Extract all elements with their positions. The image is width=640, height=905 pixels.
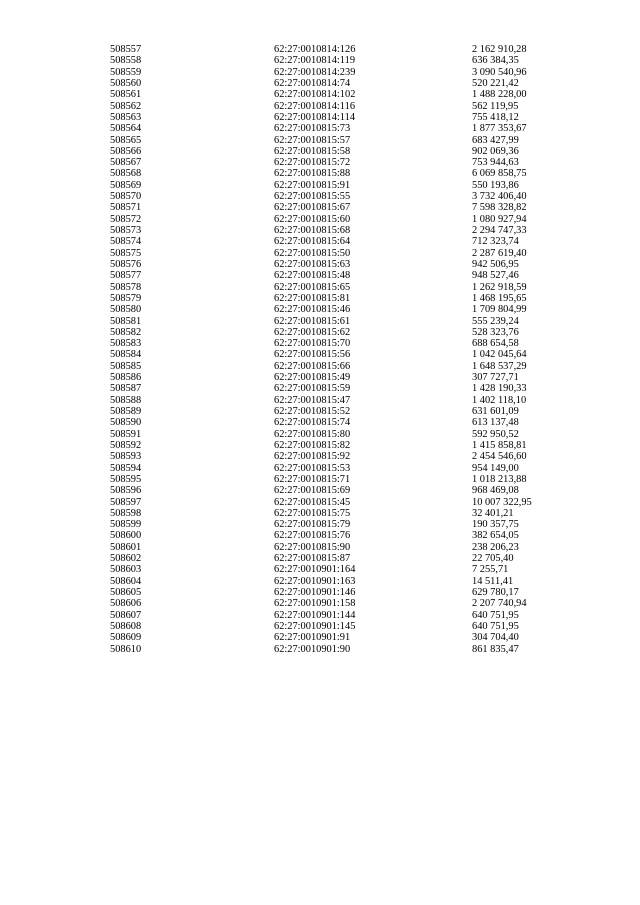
cadastral-number: 62:27:0010815:63 — [274, 258, 351, 270]
cadastral-number: 62:27:0010815:55 — [274, 191, 351, 203]
cadastral-value: 1 402 118,10 — [472, 394, 527, 406]
table-row — [110, 485, 580, 496]
cadastral-value: 2 162 910,28 — [472, 44, 527, 55]
cadastral-number: 62:27:0010815:64 — [274, 236, 351, 248]
cadastral-value: 753 944,63 — [472, 157, 519, 169]
table-row — [110, 304, 580, 315]
table-row — [110, 598, 580, 609]
cadastral-value: 592 950,52 — [472, 428, 519, 440]
table-row — [110, 383, 580, 394]
cadastral-value: 32 401,21 — [472, 507, 514, 519]
cadastral-value: 1 018 213,88 — [472, 473, 527, 485]
table-row — [110, 135, 580, 146]
table-row — [110, 225, 580, 236]
cadastral-value: 640 751,95 — [472, 609, 519, 621]
cadastral-number: 62:27:0010901:90 — [274, 643, 351, 655]
cadastral-number: 62:27:0010814:74 — [274, 77, 351, 89]
table-row — [110, 632, 580, 643]
cadastral-number: 62:27:0010815:73 — [274, 123, 351, 135]
cadastral-number: 62:27:0010815:74 — [274, 417, 351, 429]
cadastral-value: 307 727,71 — [472, 372, 519, 384]
cadastral-value: 3 090 540,96 — [472, 66, 527, 78]
row-number: 508576 — [110, 258, 142, 270]
table-row — [110, 406, 580, 417]
row-number: 508583 — [110, 338, 142, 350]
table-row — [110, 282, 580, 293]
table-row — [110, 372, 580, 383]
row-number: 508584 — [110, 349, 142, 361]
table-row — [110, 553, 580, 564]
row-number: 508574 — [110, 236, 142, 248]
cadastral-value: 1 877 353,67 — [472, 123, 527, 135]
cadastral-number: 62:27:0010901:164 — [274, 564, 356, 576]
cadastral-value: 22 705,40 — [472, 553, 514, 565]
cadastral-number: 62:27:0010815:71 — [274, 473, 351, 485]
row-number: 508601 — [110, 541, 142, 553]
table-row — [110, 497, 580, 508]
table-row — [110, 587, 580, 598]
cadastral-number: 62:27:0010815:49 — [274, 372, 351, 384]
cadastral-number: 62:27:0010815:48 — [274, 270, 351, 282]
table-row — [110, 530, 580, 541]
row-number: 508568 — [110, 168, 142, 180]
row-number: 508561 — [110, 89, 142, 101]
cadastral-number: 62:27:0010815:91 — [274, 179, 351, 191]
row-number: 508589 — [110, 406, 142, 417]
cadastral-value: 1 080 927,94 — [472, 213, 527, 225]
table-row — [110, 429, 580, 440]
row-number: 508580 — [110, 304, 142, 316]
table-row — [110, 451, 580, 462]
cadastral-value: 6 069 858,75 — [472, 168, 527, 180]
cadastral-value: 190 357,75 — [472, 519, 519, 531]
row-number: 508559 — [110, 66, 142, 78]
row-number: 508569 — [110, 179, 142, 191]
table-row — [110, 395, 580, 406]
table-row — [110, 463, 580, 474]
cadastral-number: 62:27:0010815:58 — [274, 145, 351, 157]
data-table — [110, 44, 580, 655]
table-row — [110, 89, 580, 100]
table-row — [110, 214, 580, 225]
table-row — [110, 112, 580, 123]
cadastral-number: 62:27:0010814:114 — [274, 111, 356, 123]
row-number: 508608 — [110, 620, 142, 632]
cadastral-number: 62:27:0010901:163 — [274, 575, 356, 587]
cadastral-number: 62:27:0010814:119 — [274, 55, 356, 67]
cadastral-number: 62:27:0010815:88 — [274, 168, 351, 180]
cadastral-value: 550 193,86 — [472, 179, 519, 191]
table-row — [110, 316, 580, 327]
row-number: 508582 — [110, 326, 142, 338]
cadastral-value: 683 427,99 — [472, 134, 519, 146]
table-row — [110, 180, 580, 191]
table-row — [110, 349, 580, 360]
cadastral-value: 555 239,24 — [472, 315, 519, 327]
cadastral-number: 62:27:0010815:66 — [274, 360, 351, 372]
cadastral-number: 62:27:0010815:87 — [274, 553, 351, 565]
cadastral-number: 62:27:0010815:46 — [274, 304, 351, 316]
table-row — [110, 293, 580, 304]
cadastral-number: 62:27:0010815:53 — [274, 462, 351, 474]
row-number: 508609 — [110, 632, 142, 644]
cadastral-number: 62:27:0010901:145 — [274, 620, 356, 632]
table-row — [110, 576, 580, 587]
row-number: 508573 — [110, 225, 142, 236]
cadastral-number: 62:27:0010815:59 — [274, 383, 351, 395]
cadastral-value: 2 294 747,33 — [472, 225, 527, 236]
row-number: 508598 — [110, 507, 142, 519]
table-row — [110, 474, 580, 485]
table-row — [110, 621, 580, 632]
table-row — [110, 236, 580, 247]
cadastral-value: 1 648 537,29 — [472, 360, 527, 372]
row-number: 508594 — [110, 462, 142, 474]
table-row — [110, 78, 580, 89]
table-row — [110, 417, 580, 428]
table-row — [110, 327, 580, 338]
cadastral-value: 14 511,41 — [472, 575, 514, 587]
cadastral-value: 1 468 195,65 — [472, 292, 527, 304]
row-number: 508604 — [110, 575, 142, 587]
cadastral-value: 1 488 228,00 — [472, 89, 527, 101]
table-row — [110, 542, 580, 553]
row-number: 508570 — [110, 191, 142, 203]
cadastral-number: 62:27:0010815:90 — [274, 541, 351, 553]
cadastral-value: 629 780,17 — [472, 587, 519, 598]
table-row — [110, 191, 580, 202]
row-number: 508599 — [110, 519, 142, 531]
cadastral-number: 62:27:0010815:57 — [274, 134, 351, 146]
row-number: 508578 — [110, 281, 142, 293]
cadastral-number: 62:27:0010815:60 — [274, 213, 351, 225]
row-number: 508593 — [110, 451, 142, 463]
cadastral-number: 62:27:0010901:158 — [274, 598, 356, 610]
cadastral-value: 948 527,46 — [472, 270, 519, 282]
cadastral-value: 712 323,74 — [472, 236, 519, 248]
row-number: 508595 — [110, 473, 142, 485]
cadastral-value: 1 709 804,99 — [472, 304, 527, 316]
cadastral-number: 62:27:0010814:102 — [274, 89, 356, 101]
cadastral-number: 62:27:0010815:79 — [274, 519, 351, 531]
cadastral-value: 238 206,23 — [472, 541, 519, 553]
table-row — [110, 564, 580, 575]
cadastral-value: 2 207 740,94 — [472, 598, 527, 610]
row-number: 508596 — [110, 485, 142, 497]
cadastral-value: 755 418,12 — [472, 111, 519, 123]
row-number: 508566 — [110, 145, 142, 157]
table-row — [110, 508, 580, 519]
cadastral-value: 2 287 619,40 — [472, 247, 527, 259]
cadastral-value: 861 835,47 — [472, 643, 519, 655]
cadastral-number: 62:27:0010815:52 — [274, 406, 351, 417]
cadastral-value: 1 428 190,33 — [472, 383, 527, 395]
row-number: 508560 — [110, 77, 142, 89]
table-row — [110, 123, 580, 134]
cadastral-value: 1 262 918,59 — [472, 281, 527, 293]
row-number: 508600 — [110, 530, 142, 542]
row-number: 508603 — [110, 564, 142, 576]
row-number: 508581 — [110, 315, 142, 327]
table-row — [110, 146, 580, 157]
table-row — [110, 610, 580, 621]
table-row — [110, 259, 580, 270]
table-row — [110, 101, 580, 112]
cadastral-value: 3 732 406,40 — [472, 191, 527, 203]
table-row — [110, 644, 580, 655]
cadastral-number: 62:27:0010901:144 — [274, 609, 356, 621]
table-row — [110, 270, 580, 281]
row-number: 508602 — [110, 553, 142, 565]
cadastral-number: 62:27:0010815:65 — [274, 281, 351, 293]
cadastral-number: 62:27:0010815:56 — [274, 349, 351, 361]
cadastral-number: 62:27:0010815:68 — [274, 225, 351, 236]
row-number: 508591 — [110, 428, 142, 440]
cadastral-value: 613 137,48 — [472, 417, 519, 429]
cadastral-value: 304 704,40 — [472, 632, 519, 644]
cadastral-value: 968 469,08 — [472, 485, 519, 497]
table-row — [110, 519, 580, 530]
cadastral-value: 631 601,09 — [472, 406, 519, 417]
cadastral-number: 62:27:0010815:50 — [274, 247, 351, 259]
cadastral-number: 62:27:0010815:62 — [274, 326, 351, 338]
row-number: 508575 — [110, 247, 142, 259]
cadastral-value: 1 042 045,64 — [472, 349, 527, 361]
cadastral-value: 640 751,95 — [472, 620, 519, 632]
table-row — [110, 361, 580, 372]
row-number: 508579 — [110, 292, 142, 304]
cadastral-number: 62:27:0010815:61 — [274, 315, 351, 327]
cadastral-value: 954 149,00 — [472, 462, 519, 474]
row-number: 508597 — [110, 496, 142, 508]
row-number: 508564 — [110, 123, 142, 135]
row-number: 508557 — [110, 44, 142, 55]
table-row — [110, 248, 580, 259]
cadastral-value: 382 654,05 — [472, 530, 519, 542]
cadastral-value: 520 221,42 — [472, 77, 519, 89]
cadastral-number: 62:27:0010815:47 — [274, 394, 351, 406]
cadastral-number: 62:27:0010815:92 — [274, 451, 351, 463]
row-number: 508577 — [110, 270, 142, 282]
row-number: 508592 — [110, 439, 142, 451]
row-number: 508567 — [110, 157, 142, 169]
row-number: 508571 — [110, 202, 142, 214]
row-number: 508572 — [110, 213, 142, 225]
cadastral-number: 62:27:0010815:72 — [274, 157, 351, 169]
row-number: 508605 — [110, 587, 142, 598]
cadastral-value: 688 654,58 — [472, 338, 519, 350]
cadastral-number: 62:27:0010815:45 — [274, 496, 351, 508]
row-number: 508588 — [110, 394, 142, 406]
row-number: 508585 — [110, 360, 142, 372]
row-number: 508586 — [110, 372, 142, 384]
table-row — [110, 440, 580, 451]
cadastral-number: 62:27:0010815:69 — [274, 485, 351, 497]
cadastral-value: 942 506,95 — [472, 258, 519, 270]
cadastral-number: 62:27:0010815:76 — [274, 530, 351, 542]
row-number: 508565 — [110, 134, 142, 146]
row-number: 508606 — [110, 598, 142, 610]
cadastral-number: 62:27:0010815:81 — [274, 292, 351, 304]
cadastral-value: 1 415 858,81 — [472, 439, 527, 451]
cadastral-number: 62:27:0010815:80 — [274, 428, 351, 440]
table-row — [110, 44, 580, 55]
cadastral-value: 902 069,36 — [472, 145, 519, 157]
cadastral-value: 7 255,71 — [472, 564, 509, 576]
cadastral-number: 62:27:0010815:67 — [274, 202, 351, 214]
table-row — [110, 55, 580, 66]
cadastral-number: 62:27:0010901:91 — [274, 632, 351, 644]
cadastral-number: 62:27:0010815:82 — [274, 439, 351, 451]
cadastral-number: 62:27:0010815:75 — [274, 507, 351, 519]
cadastral-value: 10 007 322,95 — [472, 496, 532, 508]
row-number: 508607 — [110, 609, 142, 621]
cadastral-value: 2 454 546,60 — [472, 451, 527, 463]
cadastral-number: 62:27:0010814:126 — [274, 44, 356, 55]
cadastral-value: 7 598 328,82 — [472, 202, 527, 214]
row-number: 508558 — [110, 55, 142, 67]
table-row — [110, 338, 580, 349]
cadastral-number: 62:27:0010814:239 — [274, 66, 356, 78]
table-row — [110, 157, 580, 168]
table-row — [110, 202, 580, 213]
row-number: 508563 — [110, 111, 142, 123]
cadastral-number: 62:27:0010814:116 — [274, 100, 356, 112]
cadastral-number: 62:27:0010901:146 — [274, 587, 356, 598]
row-number: 508590 — [110, 417, 142, 429]
row-number: 508610 — [110, 643, 142, 655]
cadastral-value: 562 119,95 — [472, 100, 519, 112]
table-row — [110, 168, 580, 179]
cadastral-number: 62:27:0010815:70 — [274, 338, 351, 350]
row-number: 508562 — [110, 100, 142, 112]
row-number: 508587 — [110, 383, 142, 395]
cadastral-value: 636 384,35 — [472, 55, 519, 67]
cadastral-value: 528 323,76 — [472, 326, 519, 338]
table-row — [110, 67, 580, 78]
